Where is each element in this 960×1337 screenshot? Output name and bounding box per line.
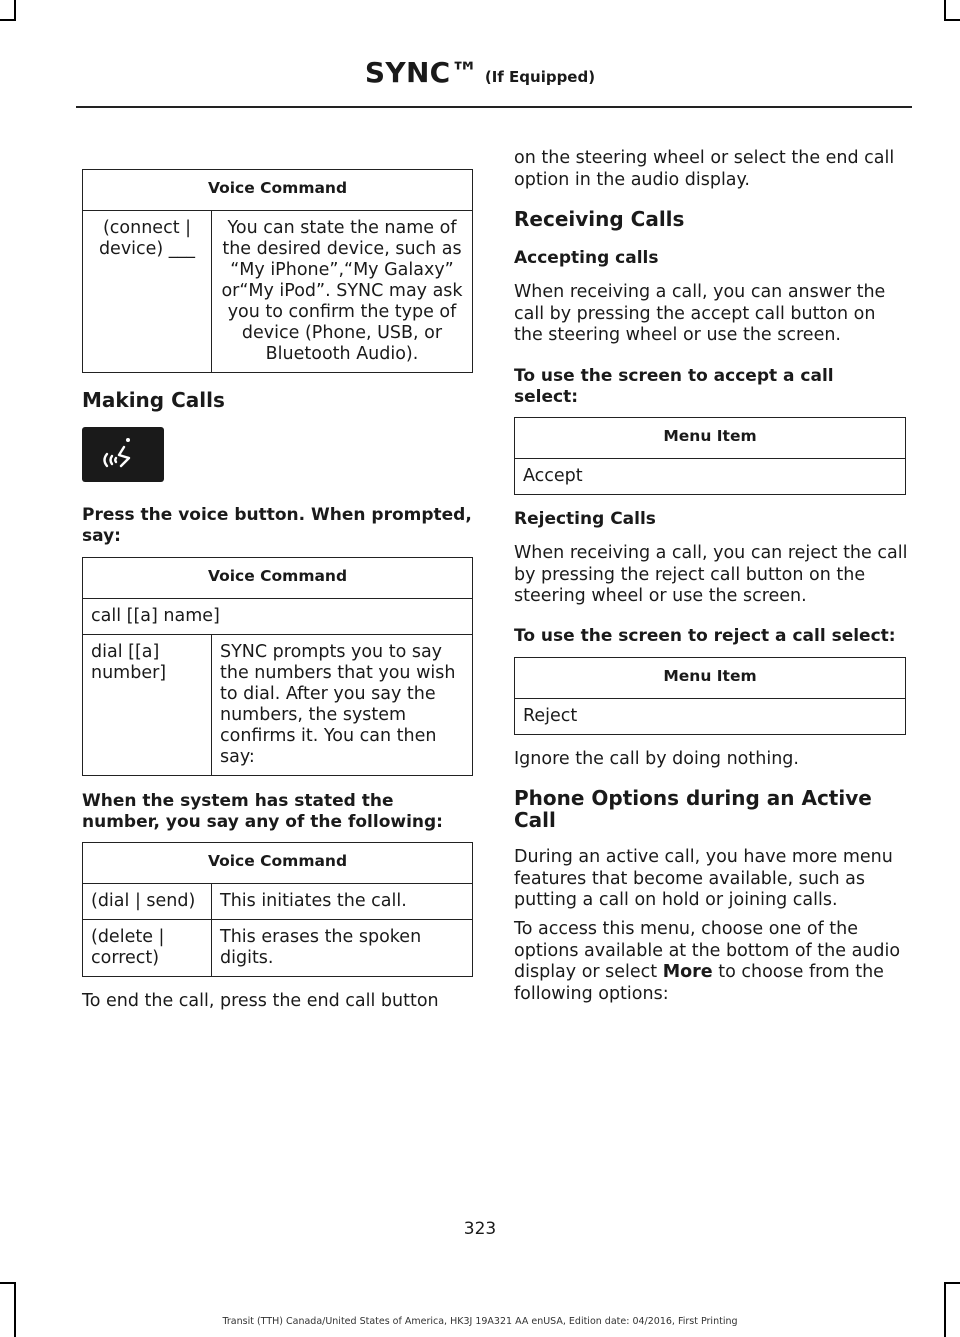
ignore-paragraph: Ignore the call by doing nothing. <box>514 749 799 769</box>
table-header: Voice Command <box>83 843 473 884</box>
table-row <box>515 699 906 735</box>
description-cell: You can state the name of the desired device, such as “My iPhone”,“My Galaxy” or“My iPod”. SYNC may ask you to confirm the type of device (Phone, USB, or Bluetooth Audio). <box>212 211 473 373</box>
voice-command-table-dial <box>82 842 473 977</box>
section-title-making-calls: Making Calls <box>82 388 225 412</box>
accept-prompt: To use the screen to accept a call select: <box>514 366 834 407</box>
command-cell: (connect | device) ___ <box>83 211 212 373</box>
crop-mark-bottom-left <box>14 1282 16 1337</box>
access-text-end: to choose from the following options: <box>514 962 884 1004</box>
page-header <box>0 56 960 89</box>
access-text-start: To access this menu, choose one of the options available at the bottom of the audio display or select <box>514 919 901 982</box>
voice-button-icon <box>82 427 164 482</box>
voice-command-table-connect <box>82 169 473 373</box>
page-number: 323 <box>463 1219 497 1239</box>
header-rule <box>76 106 912 108</box>
crop-mark-top-left <box>14 0 16 20</box>
command-cell: call [[a] name] <box>83 599 473 635</box>
stated-number-instruction: When the system has stated the number, you say any of the following: <box>82 791 443 832</box>
description-cell: SYNC prompts you to say the numbers that you wish to dial. After you say the numbers, the system confirms it. You can then say: <box>212 635 473 776</box>
crop-mark-bottom-right-h <box>944 1282 960 1284</box>
table-row <box>83 635 473 776</box>
command-cell: (dial | send) <box>83 884 212 920</box>
press-voice-instruction: Press the voice button. When prompted, say: <box>82 505 472 546</box>
crop-mark-top-right-h <box>944 19 960 21</box>
header-title: SYNC™ <box>364 56 479 89</box>
command-cell: (delete | correct) <box>83 920 212 977</box>
command-cell: dial [[a] number] <box>83 635 212 776</box>
more-keyword: More <box>662 962 713 982</box>
crop-mark-top-left-h <box>0 19 16 21</box>
table-header: Voice Command <box>83 170 473 211</box>
table-header: Menu Item <box>515 418 906 459</box>
section-title-phone-options: Phone Options during an Active Call <box>514 786 872 832</box>
crop-mark-bottom-right <box>944 1282 946 1337</box>
reject-prompt: To use the screen to reject a call select: <box>514 626 896 646</box>
description-cell: This erases the spoken digits. <box>212 920 473 977</box>
description-cell: This initiates the call. <box>212 884 473 920</box>
table-row <box>83 599 473 635</box>
subsection-title-rejecting-calls: Rejecting Calls <box>514 509 656 529</box>
section-title-receiving-calls: Receiving Calls <box>514 207 685 231</box>
menu-item-cell: Accept <box>515 459 906 495</box>
table-header: Menu Item <box>515 658 906 699</box>
subsection-title-accepting-calls: Accepting calls <box>514 248 659 268</box>
table-row <box>83 211 473 373</box>
table-row <box>83 884 473 920</box>
table-row <box>83 920 473 977</box>
crop-mark-top-right <box>944 0 946 20</box>
voice-command-table-call <box>82 557 473 776</box>
table-header: Voice Command <box>83 558 473 599</box>
menu-item-table-reject <box>514 657 906 735</box>
accept-paragraph: When receiving a call, you can answer the call by pressing the accept call button on the steering wheel or use the screen. <box>514 282 886 345</box>
end-call-continuation: on the steering wheel or select the end call option in the audio display. <box>514 148 895 190</box>
reject-paragraph: When receiving a call, you can reject the call by pressing the reject call button on the steering wheel or use the screen. <box>514 543 908 606</box>
header-subtitle: (If Equipped) <box>484 68 596 86</box>
crop-mark-bottom-left-h <box>0 1282 16 1284</box>
edition-footer: Transit (TTH) Canada/United States of America, HK3J 19A321 AA enUSA, Edition date: 04/2016, First Printing <box>222 1316 738 1327</box>
table-row <box>515 459 906 495</box>
phone-options-paragraph: During an active call, you have more menu features that become available, such as putting a call on hold or joining calls. <box>514 847 893 910</box>
end-call-paragraph: To end the call, press the end call button <box>82 991 439 1011</box>
access-menu-paragraph <box>514 919 908 1005</box>
menu-item-table-accept <box>514 417 906 495</box>
menu-item-cell: Reject <box>515 699 906 735</box>
